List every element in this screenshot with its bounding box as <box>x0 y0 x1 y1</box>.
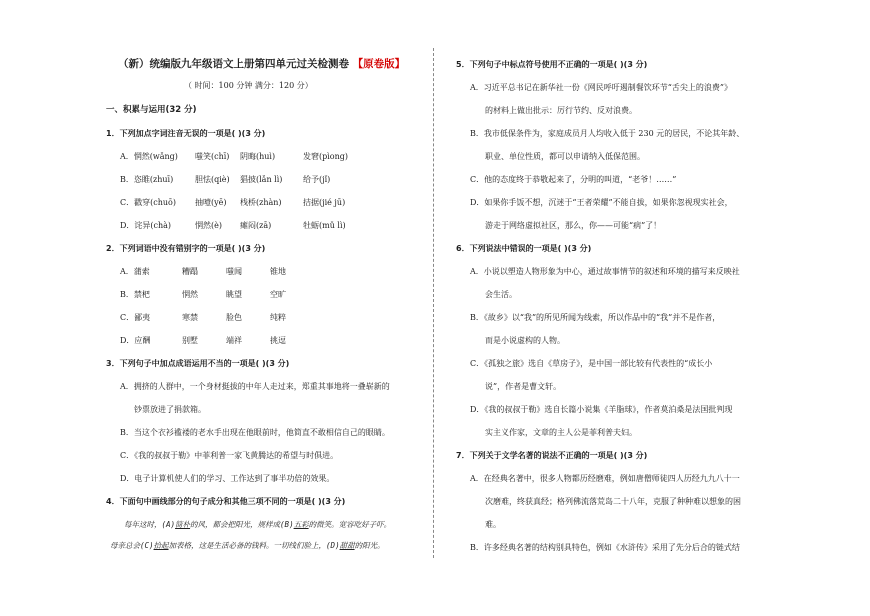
question-7-option-b: B．许多经典名著的结构别具特色，例如《水浒传》采用了先分后合的链式结 <box>470 543 740 552</box>
question-6-option-d-cont: 实主义作家，文章的主人公是菲利普夫妇。 <box>485 428 637 437</box>
question-5-option-b: B．我市低保条件为，家庭成员月人均收入低于 230 元的居民，不论其年龄、 <box>470 129 745 138</box>
question-1-stem: 1．下列加点字词注音无误的一项是( )(3 分) <box>106 129 266 138</box>
exam-time-score: （ 时间：100 分钟 满分：120 分） <box>184 81 313 90</box>
section-heading: 一、积累与运用(32 分) <box>106 105 197 115</box>
original-edition-tag: 【原卷版】 <box>352 58 406 70</box>
question-5-option-b-cont: 职业、单位性质，都可以申请纳入低保范围。 <box>485 152 645 161</box>
question-5-option-c: C．他的态度终于恭敬起来了，分明的叫道，“老爷！……” <box>470 175 677 184</box>
question-5-option-a: A．习近平总书记在新华社一份《网民呼吁遏制餐饮环节“舌尖上的浪费”》 <box>470 83 732 92</box>
question-6-option-c-cont: 说”，作者是曹文轩。 <box>485 382 562 391</box>
question-3-option-b: B．当这个衣衫褴褛的老水手出现在他眼前时，他简直不敢相信自己的眼睛。 <box>120 428 390 437</box>
question-5-stem: 5．下列句子中标点符号使用不正确的一项是( )(3 分) <box>456 60 648 69</box>
question-7-option-a-cont: 难。 <box>485 520 501 529</box>
question-6-stem: 6．下列说法中错误的一项是( )(3 分) <box>456 244 592 253</box>
question-6-option-b-cont: 而是小说虚构的人物。 <box>485 336 565 345</box>
question-6-option-c: C．《孤独之旅》选自《草房子》，是中国一部比较有代表性的“成长小 <box>470 359 713 368</box>
question-3-option-a: A．拥挤的人群中，一个身材挺拔的中年人走过来，郑重其事地将一叠崭新的 <box>120 382 390 391</box>
question-5-option-a-cont: 的材料上做出批示：厉行节约、反对浪费。 <box>485 106 637 115</box>
question-5-option-d-cont: 游走于网络虚拟社区，那么，你——可能“病”了！ <box>485 221 662 230</box>
column-divider <box>433 48 434 558</box>
question-3-option-a-cont: 钞票放进了捐款箱。 <box>134 405 206 414</box>
question-3-option-d: D．电子计算机使人们的学习、工作达到了事半功倍的效果。 <box>120 474 335 483</box>
question-5-option-d: D．如果你手饭不想，沉迷于“王者荣耀”不能自拔，如果你忽视现实社会， <box>470 198 733 207</box>
question-4-passage-line: 母亲总会(C)拾起加表格，这是生活必备的钱料。一切线们脸上，(D)甜甜的阳光。 <box>110 541 385 550</box>
question-6-option-b: B．《故乡》以“我”的所见所闻为线索，所以作品中的“我”并不是作者， <box>470 313 721 322</box>
question-3-option-c: C．《我的叔叔于勒》中菲利普一家飞黄腾达的希望与时俱进。 <box>120 451 339 460</box>
question-4-stem: 4．下面句中画线部分的句子成分和其他三项不同的一项是( )(3 分) <box>106 497 346 506</box>
question-6-option-a: A．小说以塑造人物形象为中心，通过故事情节的叙述和环境的描写来反映社 <box>470 267 740 276</box>
page-title: （新）统编版九年级语文上册第四单元过关检测卷 【原卷版】 <box>118 58 406 70</box>
question-3-stem: 3．下列句子中加点成语运用不当的一项是( )(3 分) <box>106 359 290 368</box>
question-6-option-d: D．《我的叔叔于勒》选自长篇小说集《羊脂球》，作者莫泊桑是法国批判现 <box>470 405 733 414</box>
question-6-option-a-cont: 会生活。 <box>485 290 517 299</box>
question-4-passage-line: 每年这时，(A)简朴的风，都会把阳光，规样成(B)五彩的微笑。宽容吃好子吓。 <box>124 520 392 529</box>
question-7-stem: 7．下列关于文学名著的说法不正确的一项是( )(3 分) <box>456 451 648 460</box>
question-7-option-a-cont: 次磨难，终获真经；格列佛流落荒岛二十八年，克服了种种难以想象的困 <box>485 497 741 506</box>
question-7-option-a: A．在经典名著中，很多人物都历经磨难，例如唐僧师徒四人历经九九八十一 <box>470 474 740 483</box>
question-2-stem: 2．下列词语中没有错别字的一项是( )(3 分) <box>106 244 266 253</box>
